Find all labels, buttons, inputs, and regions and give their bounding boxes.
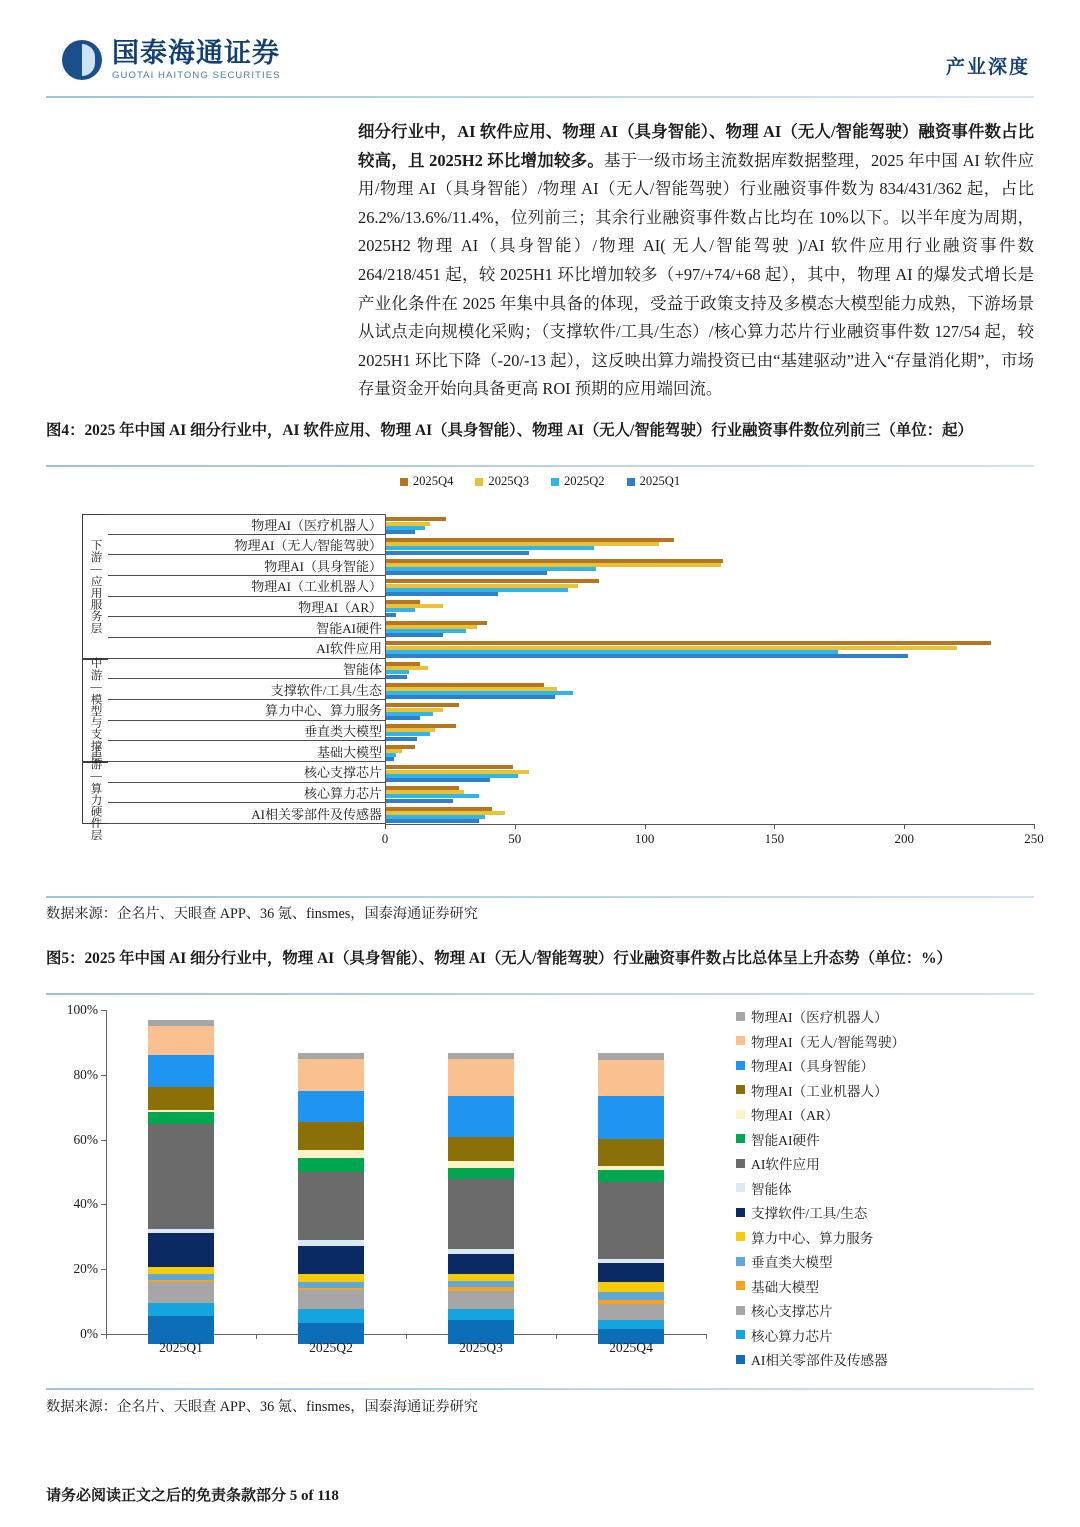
figure5-legend-label: 物理AI（医疗机器人） [751,1010,888,1026]
figure5-bar-segment [448,1168,514,1179]
figure5-legend-label: 算力中心、算力服务 [751,1230,874,1246]
figure5-bar-segment [298,1122,364,1150]
figure4-bar [386,613,396,617]
figure5-bar-segment [148,1282,214,1303]
figure4-title: 图4：2025 年中国 AI 细分行业中，AI 软件应用、物理 AI（具身智能）、物理 AI（无人/智能驾驶）行业融资事件数位列前三（单位：起） [46,422,973,439]
figure4-bar-group [386,679,1034,700]
figure4-legend-item [400,474,454,489]
figure4-plot-area [82,514,1044,854]
figure4-chart [46,468,1044,888]
figure5-title: 图5：2025 年中国 AI 细分行业中，物理 AI（具身智能）、物理 AI（无人/智能驾驶）行业融资事件数占比总体呈上升态势（单位：%） [46,950,952,967]
page-header [0,0,1080,98]
figure4-category-label: 算力中心、算力服务 [108,700,385,721]
figure5-bar-segment [148,1026,214,1055]
figure5-bar-segment [448,1059,514,1096]
figure4-bar [386,695,555,699]
figure4-legend-label: 2025Q2 [564,474,605,488]
figure5-bar-segment [598,1282,664,1291]
figure4-legend-label: 2025Q1 [639,474,681,488]
figure5-bar-segment [298,1309,364,1323]
figure5-legend-label: 物理AI（无人/智能驾驶） [751,1034,906,1050]
figure5-legend [736,1004,1036,1372]
figure4-category-label: 支撑软件/工具/生态 [108,679,385,700]
header-section-label: 产业深度 [945,57,1030,78]
figure5-stacked-bar [448,1053,514,1344]
figure4-category-label: 物理AI（医疗机器人） [108,514,385,535]
figure4-x-axis [381,824,1044,854]
figure4-bar [386,530,415,534]
legend-swatch-icon [627,478,635,486]
legend-swatch-icon [736,1281,745,1290]
figure5-bar-segment [598,1170,664,1183]
figure5-legend-label: 核心支撑芯片 [751,1304,833,1320]
figure4-bar [386,778,490,782]
legend-swatch-icon [736,1306,745,1315]
figure5-y-tick-label: 80% [73,1066,98,1082]
figure5-bar-segment [298,1290,364,1310]
figure4-group-bracket [82,745,108,841]
figure4-bar [386,737,417,741]
figure5-legend-label: 智能AI硬件 [751,1132,820,1148]
legend-swatch-icon [736,1355,745,1364]
figure5-bar-segment [298,1091,364,1123]
figure5-bar-segment [448,1254,514,1273]
figure5-bar-segment [598,1096,664,1138]
figure5-bar-segment [298,1150,364,1158]
figure4-category-label: 基础大模型 [108,741,385,762]
figure5-bar-segment [298,1274,364,1281]
figure4-title-divider [46,465,1034,467]
legend-swatch-icon [736,1159,745,1168]
figure5-bar-segment [298,1053,364,1060]
figure4-category-label: 物理AI（AR） [108,597,385,618]
figure4-category-label: AI软件应用 [108,638,385,659]
figure4-x-tick [645,824,646,829]
figure5-x-tick-label: 2025Q3 [459,1340,503,1355]
figure4-category-label: 智能体 [108,659,385,680]
figure5-bar-segment [148,1303,214,1317]
company-logo [62,40,281,81]
figure5-legend-item [736,1323,1036,1348]
figure5-legend-item [736,1274,1036,1299]
figure5-legend-label: 核心算力芯片 [751,1328,833,1344]
figure5-stacked-bar [598,1053,664,1344]
figure4-x-tick [904,824,905,829]
figure5-legend-item [736,1151,1036,1176]
figure4-group-label: 中游—模型与支撑层 [89,657,103,764]
figure4-bar-group [386,700,1034,721]
legend-swatch-icon [475,478,483,486]
figure5-x-tick-label: 2025Q1 [159,1340,203,1355]
figure4-x-tick [385,824,386,829]
legend-swatch-icon [736,1232,745,1241]
figure5-bar-segment [448,1137,514,1161]
figure4-bar-group [386,555,1034,576]
figure5-bar-segment [148,1233,214,1267]
figure5-legend-label: 物理AI（具身智能） [751,1059,875,1075]
figure5-legend-item [736,1004,1036,1029]
figure5-bar-segment [598,1292,664,1301]
figure4-bar-group [386,617,1034,638]
figure4-bar [386,716,420,720]
figure4-x-tick-label: 150 [764,831,785,846]
figure4-category-label: AI相关零部件及传感器 [108,803,385,824]
logo-company-name-cn: 国泰海通证券 [112,38,280,68]
figure4-bar [386,551,529,555]
figure5-legend-item [736,1078,1036,1103]
figure4-group-label: 下游—应用服务层 [89,539,103,634]
figure5-source-divider [46,1388,1034,1390]
figure5-y-tick-label: 0% [80,1326,98,1341]
logo-company-name-en: GUOTAI HAITONG SECURITIES [112,70,281,81]
legend-swatch-icon [736,1036,745,1045]
figure5-legend-label: 基础大模型 [751,1279,819,1295]
figure4-bar-group [386,762,1034,783]
figure4-x-tick-label: 50 [508,831,522,846]
figure4-legend-item [475,474,529,489]
figure5-legend-label: 智能体 [751,1181,792,1197]
figure4-bar-group [386,721,1034,742]
figure5-bar-segment [448,1274,514,1281]
figure4-category-label: 物理AI（工业机器人） [108,576,385,597]
figure5-chart [46,996,1034,1376]
figure4-category-labels [108,514,385,824]
figure4-legend-label: 2025Q3 [488,474,529,488]
figure4-legend [46,474,1034,489]
figure5-legend-item [736,1029,1036,1054]
figure5-legend-item [736,1102,1036,1127]
legend-swatch-icon [736,1061,745,1070]
figure4-bar-group [386,638,1034,659]
figure5-bar-segment [598,1139,664,1166]
figure5-x-tick [406,1334,407,1339]
legend-swatch-icon [736,1110,745,1119]
figure5-legend-label: 物理AI（AR） [751,1108,839,1124]
figure5-bar-segment [598,1320,664,1329]
figure5-x-tick-label: 2025Q2 [309,1340,353,1355]
figure5-bar-segment [598,1304,664,1320]
legend-swatch-icon [736,1183,745,1192]
paragraph-rest: 基于一级市场主流数据库数据整理，2025 年中国 AI 软件应用/物理 AI（具身智能）/物理 AI（无人/智能驾驶）行业融资事件数为 834/431/362 起，占比 26.2%/13.6%/11.4%，位列前三；其余行业融资事件数占比均在 10%以下。以半年度为周期，2025H2 物理 AI（具身智能）/物理 AI( 无人/智能驾驶 )/AI 软件应用行业融资事件数 264/218/451 起，较 2025H1 环比增加较多（+97/+74/+68 起），其中，物理 AI 的爆发式增长是产业化条件在 2025 年集中具备的体现，受益于政策支持及多模态大模型能力成熟，下游场景从试点走向规模化采购；（支撑软件/工具/生态）/核心算力芯片行业融资事件数 127/54 起，较 2025H1 环比下降（-20/-13 起），这反映出算力端投资已由“基建驱动”进入“存量消化期”，市场存量资金开始向具备更高 ROI 预期的应用端回流。 [358,150,1035,399]
figure4-source-divider [46,896,1034,898]
figure5-legend-item [736,1298,1036,1323]
legend-swatch-icon [736,1012,745,1021]
figure5-y-tick-label: 100% [66,1002,98,1017]
figure5-bar-segment [598,1263,664,1283]
figure4-bar [386,675,407,679]
figure4-bar-group [386,659,1034,680]
legend-swatch-icon [736,1330,745,1339]
figure5-bar-segment [448,1291,514,1308]
legend-swatch-icon [736,1257,745,1266]
figure4-group-label: 上游—算力硬件层 [89,745,103,841]
figure5-y-tick-label: 20% [73,1261,98,1277]
legend-swatch-icon [736,1085,745,1094]
figure5-bar-segment [448,1309,514,1321]
figure5-legend-item [736,1200,1036,1225]
figure4-legend-label: 2025Q4 [412,474,454,488]
figure4-bar [386,819,479,823]
paragraph-lead: 细分行业中，AI 软件应用、物理 AI（具身智能）、物理 AI（无人/智能驾驶）融资事件数占比较高，且 2025H2 环比增加较多。 [358,122,1034,170]
figure5-bar-segment [298,1246,364,1274]
figure5-bar-segment [448,1179,514,1249]
figure5-source: 数据来源：企名片、天眼查 APP、36 氪、finsmes，国泰海通证券研究 [46,1399,478,1415]
figure5-x-tick [106,1334,107,1339]
figure4-category-label: 核心算力芯片 [108,783,385,804]
figure5-bar-segment [298,1172,364,1240]
figure5-x-tick-label: 2025Q4 [609,1340,653,1355]
figure4-bar-group [386,576,1034,597]
figure5-bar-segment [598,1182,664,1258]
figure4-bar [386,654,908,658]
figure5-x-tick [256,1334,257,1339]
figure5-x-tick [706,1334,707,1339]
header-divider [46,96,1034,98]
figure5-y-tick-label: 60% [73,1131,98,1147]
figure4-bar [386,592,498,596]
figure5-legend-label: AI软件应用 [751,1157,820,1173]
legend-swatch-icon [736,1208,745,1217]
figure5-bar-segment [298,1158,364,1172]
figure5-bar-segment [448,1161,514,1168]
figure5-x-tick [556,1334,557,1339]
figure5-bar-segment [598,1053,664,1060]
figure5-legend-item [736,1053,1036,1078]
figure4-group-bracket [82,514,108,659]
figure5-bar-segment [298,1059,364,1090]
figure4-bars [385,514,1034,824]
figure4-category-label: 垂直类大模型 [108,721,385,742]
figure4-category-label: 物理AI（无人/智能驾驶） [108,535,385,556]
figure4-bar-group [386,803,1034,824]
legend-swatch-icon [736,1134,745,1143]
figure4-x-tick [515,824,516,829]
figure5-bar-segment [148,1112,214,1124]
figure5-bar-segment [598,1060,664,1096]
figure4-bar [386,571,547,575]
figure4-bar-group [386,514,1034,535]
figure4-bar-group [386,741,1034,762]
figure4-legend-item [551,474,605,489]
figure5-bar-segment [148,1267,214,1274]
figure5-legend-item [736,1127,1036,1152]
logo-mark-icon [62,40,102,80]
legend-swatch-icon [551,478,559,486]
figure5-plot-area [106,1010,706,1344]
figure4-x-tick-label: 0 [381,831,389,846]
figure4-bar-group [386,783,1034,804]
figure5-y-tick-label: 40% [73,1196,98,1212]
figure5-legend-label: 物理AI（工业机器人） [751,1083,888,1099]
figure5-bar-segment [148,1124,214,1229]
figure5-bar-segment [448,1096,514,1137]
figure4-bar-group [386,535,1034,556]
figure5-y-axis [46,1002,106,1344]
figure5-title-divider [46,993,1034,995]
legend-swatch-icon [400,478,408,486]
figure5-bar-segment [148,1087,214,1110]
figure5-legend-item [736,1347,1036,1372]
figure5-legend-label: 垂直类大模型 [751,1255,833,1271]
figure4-legend-item [627,474,681,489]
figure4-bar-group [386,597,1034,618]
figure5-stacked-bar [148,1020,214,1344]
figure4-x-tick-label: 250 [1024,831,1044,846]
figure4-group-brackets [82,514,108,841]
figure4-x-tick [774,824,775,829]
page-footer: 请务必阅读正文之后的免责条款部分 5 of 118 [46,1488,339,1504]
figure5-legend-label: 支撑软件/工具/生态 [751,1206,868,1222]
figure4-x-tick [1034,824,1035,829]
figure4-category-label: 核心支撑芯片 [108,762,385,783]
figure5-stacked-bar [298,1053,364,1344]
figure4-bar [386,799,453,803]
figure4-x-tick-label: 100 [634,831,655,846]
figure5-legend-label: AI相关零部件及传感器 [751,1353,888,1369]
body-paragraph [358,118,1034,404]
figure5-legend-item [736,1225,1036,1250]
figure5-bar-segment [148,1055,214,1087]
figure5-legend-item [736,1176,1036,1201]
figure4-category-label: 物理AI（具身智能） [108,555,385,576]
figure4-category-label: 智能AI硬件 [108,617,385,638]
figure5-legend-item [736,1249,1036,1274]
figure4-source: 数据来源：企名片、天眼查 APP、36 氪、finsmes，国泰海通证券研究 [46,906,478,922]
figure4-bar [386,633,443,637]
figure4-x-tick-label: 200 [894,831,914,846]
figure4-bar [386,757,394,761]
